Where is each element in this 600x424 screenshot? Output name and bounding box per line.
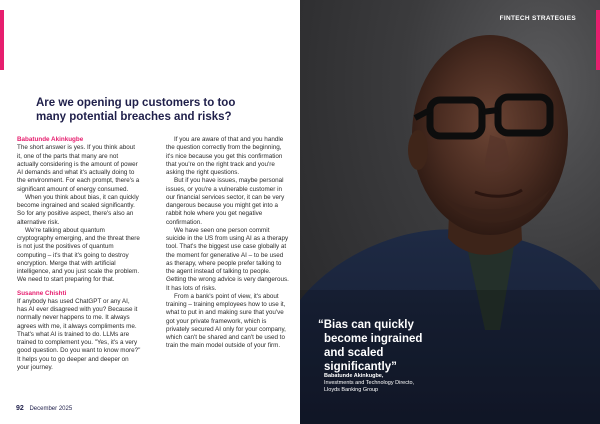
- article-headline: [36, 96, 281, 124]
- quote-attribution: [324, 373, 414, 394]
- page-footer: [16, 405, 72, 412]
- headline-line-1: Are we opening up customers to too: [36, 97, 236, 109]
- right-page: [300, 0, 600, 424]
- paragraph: But if you have issues, maybe personal issues, or you're a vulnerable customer in our financial services sector, it can be very dangerous because you might get into a rabbit hole where you get negative confirmation.: [166, 177, 285, 226]
- paragraph: We have seen one person commit suicide in the US from using AI as a therapy tool. That's the biggest use case globally at the moment for generative AI – to be used as therapy, where people prefer talking to the agent instead of talking to people. Getting the wrong advice is very dangerous. It has lots of risks.: [166, 226, 289, 292]
- paragraph: We're talking about quantum cryptography emerging, and the threat there is not just the positives of quantum computing – it's that it's going to destroy encryption. Merge that with artificial intelligence, and you just scale the problem. We need to start preparing for that.: [17, 226, 140, 284]
- text-column-1: [17, 136, 141, 372]
- paragraph: From a bank's point of view, it's about training – training employees how to use it, what to put in and making sure that you've got your private framework, which is privately secured AI only for your company, which can't be shared and can't be used to train the main model outside of your firm.: [166, 292, 286, 350]
- page-edge-tab: [596, 10, 600, 70]
- speaker-name: Babatunde Akinkugbe: [17, 136, 84, 143]
- quote-line: “Bias can quickly: [318, 319, 414, 331]
- attribution-name: Babatunde Akinkugbe,: [324, 373, 384, 379]
- paragraph: The short answer is yes. If you think about it, one of the parts that many are not actually considering is the amount of power AI demands and what it's actually doing to the environment. For each prompt, there's a significant amount of energy consumed.: [17, 144, 140, 193]
- paragraph: If anybody has used ChatGPT or any AI, has AI ever disagreed with you? Because it normally never happens to me. It always agrees with me, it always compliments me. That's what AI is trained to do. LLMs are trained to complement you. "Yes, it's a very good question. Do you want to know more?" It helps you to go deeper and deeper on your journey.: [17, 297, 141, 371]
- attribution-role: Investments and Technology Directo,: [324, 380, 415, 386]
- page-number: 92: [16, 405, 24, 412]
- pull-quote: [318, 318, 478, 374]
- headline-line-2: many potential breaches and risks?: [36, 111, 232, 123]
- quote-line: and scaled: [324, 347, 384, 359]
- issue-date: December 2025: [29, 406, 73, 412]
- quote-line: significantly”: [324, 361, 397, 373]
- attribution-org: Lloyds Banking Group: [324, 387, 379, 393]
- paragraph: If you are aware of that and you handle the question correctly from the beginning, it's nice because you get this confirmation that you're on the right track and you're asking the right questions.: [166, 136, 284, 176]
- section-label: FINTECH STRATEGIES: [499, 15, 576, 22]
- speaker-name: Susanne Chishti: [17, 289, 67, 297]
- quote-line: become ingrained: [324, 333, 423, 345]
- text-column-2: [166, 136, 290, 351]
- page-edge-tab: [0, 10, 4, 70]
- paragraph: When you think about bias, it can quickly become ingrained and scaled significantly. So for any positive aspect, there's also an alternative risk.: [17, 193, 139, 226]
